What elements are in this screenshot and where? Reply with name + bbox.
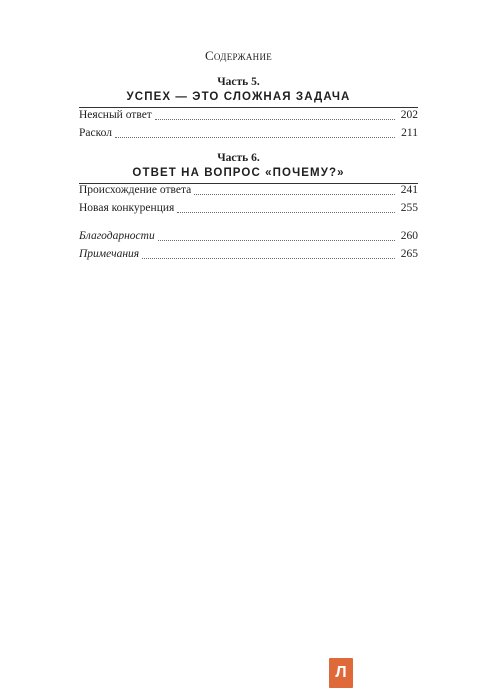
toc-entry[interactable]	[79, 109, 418, 127]
part-6-heading	[0, 152, 477, 179]
toc-entry-title: Происхождение ответа	[79, 184, 192, 196]
toc-entry-title: Неясный ответ	[79, 109, 152, 121]
part-5-toc	[79, 109, 418, 145]
toc-entry-title: Новая конкуренция	[79, 202, 175, 214]
dot-leader	[142, 258, 395, 259]
toc-entry[interactable]	[79, 202, 418, 220]
toc-entry[interactable]	[79, 127, 418, 145]
back-matter-toc	[79, 230, 418, 266]
dot-leader	[115, 137, 395, 138]
toc-entry-title: Благодарности	[79, 230, 155, 242]
part-6-label: Часть 6.	[217, 152, 260, 164]
part-6-toc	[79, 184, 418, 220]
toc-entry[interactable]	[79, 248, 418, 266]
dot-leader	[158, 240, 395, 241]
toc-entry-title: Раскол	[79, 127, 112, 139]
toc-entry-page: 211	[401, 127, 418, 139]
publisher-logo-icon: Л	[329, 658, 353, 688]
part-5-label: Часть 5.	[217, 76, 260, 88]
toc-entry-page: 255	[400, 202, 418, 214]
toc-entry-title: Примечания	[79, 248, 140, 260]
running-head: Содержание	[204, 48, 273, 63]
toc-entry-page: 260	[400, 230, 418, 242]
dot-leader	[155, 119, 395, 120]
part-6-title: ОТВЕТ НА ВОПРОС «ПОЧЕМУ?»	[132, 167, 345, 179]
dot-leader	[194, 194, 395, 195]
toc-entry-page: 265	[400, 248, 418, 260]
part-5-heading	[0, 76, 477, 103]
toc-entry[interactable]	[79, 184, 418, 202]
part-5-title: УСПЕХ — ЭТО СЛОЖНАЯ ЗАДАЧА	[126, 91, 351, 103]
part-5-divider	[79, 107, 418, 108]
toc-entry[interactable]	[79, 230, 418, 248]
toc-entry-page: 241	[400, 184, 418, 196]
toc-entry-page: 202	[400, 109, 418, 121]
dot-leader	[177, 212, 394, 213]
